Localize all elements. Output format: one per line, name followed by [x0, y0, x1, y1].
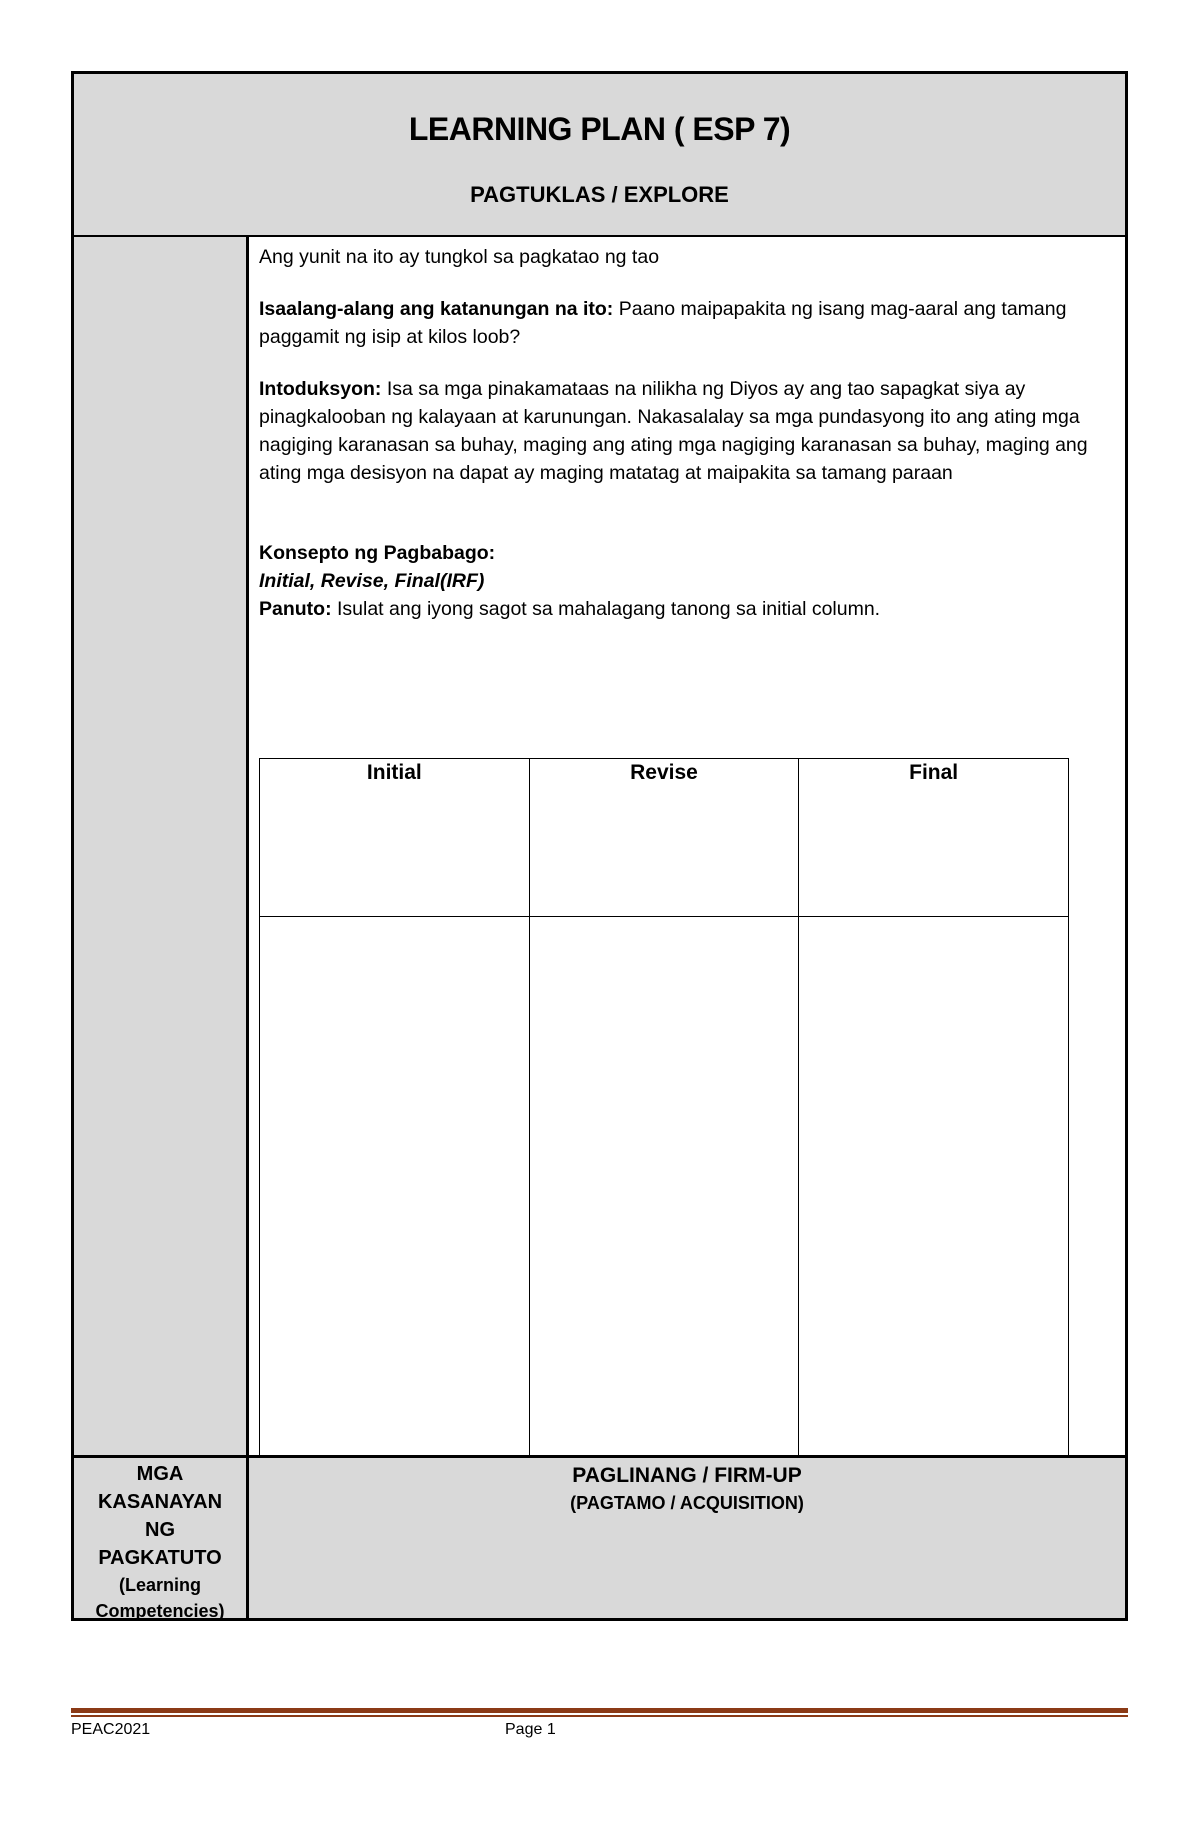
question-text: Paano maipapakita ng isang mag-aaral ang tamang paggamit ng isip at kilos loob?: [259, 298, 1067, 348]
competency-line: NG: [145, 1519, 175, 1541]
irf-table: [259, 758, 1069, 1525]
page-number: Page 1: [505, 1721, 556, 1738]
unit-intro-line: Ang yunit na ito ay tungkol sa pagkatao ng tao: [259, 246, 660, 268]
concept-label: Konsepto ng Pagbabago:: [259, 542, 496, 564]
competency-line: PAGKATUTO: [98, 1547, 222, 1569]
footer-left-text: PEAC2021: [71, 1721, 151, 1738]
irf-header-final: Final: [799, 759, 1069, 917]
irf-answer-revise[interactable]: [529, 917, 799, 1525]
section-subtitle: PAGTUKLAS / EXPLORE: [470, 182, 729, 207]
essential-question: [259, 295, 1109, 351]
left-column-cell: [74, 237, 249, 1455]
explore-text: [259, 243, 1109, 623]
footer-rule-thin: [71, 1715, 1128, 1717]
learning-plan-frame: [71, 71, 1128, 1621]
footer-rule: [71, 1708, 1128, 1713]
irf-header-revise: Revise: [529, 759, 799, 917]
introduction-text: Isa sa mga pinakamataas na nilikha ng Diyos ay ang tao sapagkat siya ay pinagkalooban ng kalayaan at karunungan. Nakasalalay sa mga pundasyong ito ang ating mga nagiging karanasan sa buhay, maging ang ating mga nagiging karanasan sa buhay, maging ang ating mga desisyon na dapat ay maging matatag at maipakita sa tamang paraan: [259, 378, 1088, 484]
instruction-line: [259, 595, 1109, 623]
irf-answer-initial[interactable]: [260, 917, 530, 1525]
irf-answer-final[interactable]: [799, 917, 1069, 1525]
competency-line: Competencies): [95, 1601, 225, 1621]
instruction-text: Isulat ang iyong sagot sa mahalagang tanong sa initial column.: [331, 598, 881, 620]
question-label: Isaalang-alang ang katanungan na ito:: [259, 298, 614, 320]
header-band: [74, 74, 1125, 237]
concept-sub: Initial, Revise, Final(IRF): [259, 570, 485, 592]
firmup-cell: [249, 1458, 1125, 1618]
firmup-title: PAGLINANG / FIRM-UP: [572, 1464, 802, 1487]
page-title: LEARNING PLAN ( ESP 7): [408, 111, 791, 147]
competency-line: (Learning: [118, 1575, 201, 1595]
competency-line: KASANAYAN: [97, 1491, 223, 1513]
instruction-label: Panuto:: [259, 598, 332, 620]
introduction-label: Intoduksyon:: [259, 378, 382, 400]
competency-line: MGA: [136, 1463, 184, 1485]
explore-content-cell: [249, 237, 1125, 1455]
introduction-paragraph: [259, 375, 1109, 487]
irf-header-initial: Initial: [260, 759, 530, 917]
learning-competencies-cell: [74, 1458, 249, 1621]
firmup-subtitle: (PAGTAMO / ACQUISITION): [570, 1493, 804, 1513]
